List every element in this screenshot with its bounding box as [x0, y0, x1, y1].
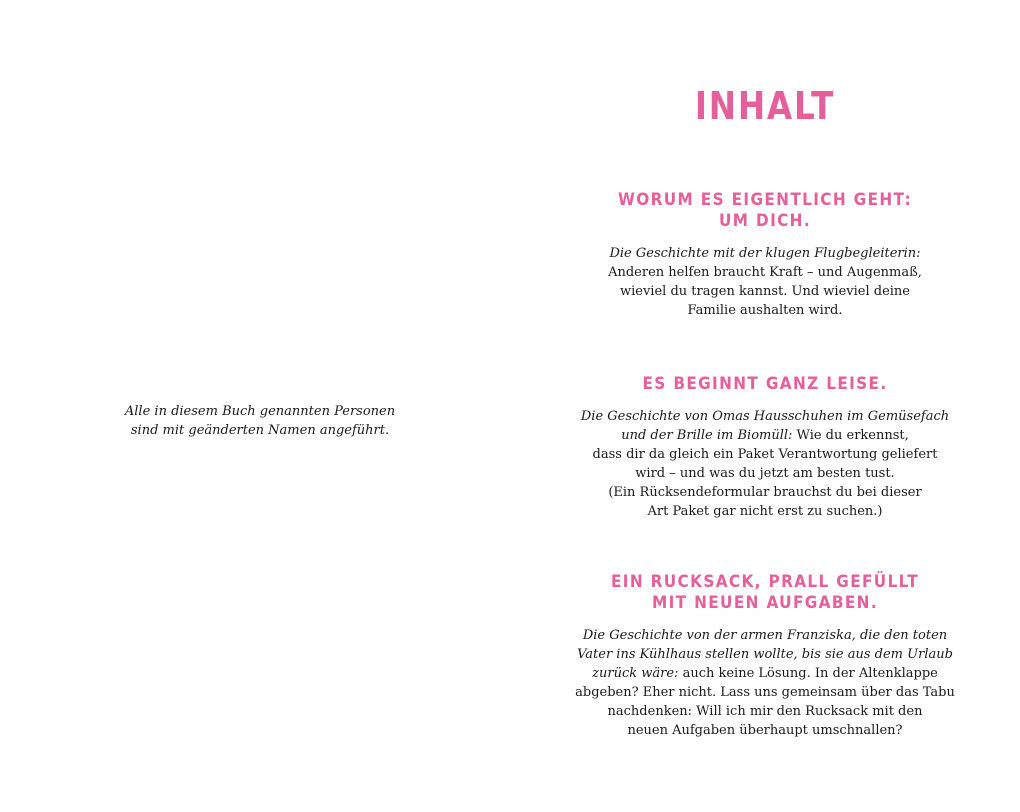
- heading-line: WORUM ES EIGENTLICH GEHT:: [618, 190, 912, 210]
- description-line: zurück wäre: auch keine Lösung. In der Altenklappe: [592, 666, 938, 681]
- section-heading: [536, 374, 995, 395]
- note-line: sind mit geänderten Namen angeführt.: [130, 423, 390, 438]
- right-page: [510, 0, 1020, 812]
- heading-line: ES BEGINNT GANZ LEISE.: [642, 374, 888, 394]
- persons-disclaimer-note: [100, 402, 420, 440]
- section-description: [510, 244, 1020, 320]
- description-line: (Ein Rücksendeformular brauchst du bei dieser: [608, 485, 922, 500]
- section-description: [510, 407, 1020, 521]
- description-line: Die Geschichte mit der klugen Flugbegleiterin:: [609, 246, 921, 261]
- section-heading: [536, 572, 995, 614]
- description-line: Die Geschichte von Omas Hausschuhen im Gemüsefach: [580, 409, 950, 424]
- heading-line: UM DICH.: [718, 211, 812, 231]
- description-line: Familie aushalten wird.: [687, 303, 843, 318]
- description-line: abgeben? Eher nicht. Lass uns gemeinsam über das Tabu: [575, 685, 955, 700]
- description-line: Art Paket gar nicht erst zu suchen.): [647, 504, 883, 519]
- description-line: nachdenken: Will ich mir den Rucksack mit den: [607, 704, 923, 719]
- page-title: INHALT: [694, 84, 836, 128]
- toc-section-1: [510, 190, 1020, 320]
- description-line: wieviel du tragen kannst. Und wieviel deine: [619, 284, 911, 299]
- description-line: wird – und was du jetzt am besten tust.: [635, 466, 895, 481]
- description-line: neuen Aufgaben überhaupt umschnallen?: [627, 723, 903, 738]
- heading-line: MIT NEUEN AUFGABEN.: [652, 593, 878, 613]
- description-line: dass dir da gleich ein Paket Verantwortung geliefert: [592, 447, 938, 462]
- description-line: Die Geschichte von der armen Franziska, die den toten: [582, 628, 948, 643]
- description-line: und der Brille im Biomüll: Wie du erkennst,: [621, 428, 909, 443]
- note-line: Alle in diesem Buch genannten Personen: [124, 404, 396, 419]
- heading-line: EIN RUCKSACK, PRALL GEFÜLLT: [610, 572, 920, 592]
- section-heading: [536, 190, 995, 232]
- toc-section-2: [510, 374, 1020, 521]
- toc-section-3: [510, 572, 1020, 740]
- description-line: Anderen helfen braucht Kraft – und Augenmaß,: [608, 265, 922, 280]
- section-description: [510, 626, 1020, 740]
- description-line: Vater ins Kühlhaus stellen wollte, bis sie aus dem Urlaub: [577, 647, 953, 662]
